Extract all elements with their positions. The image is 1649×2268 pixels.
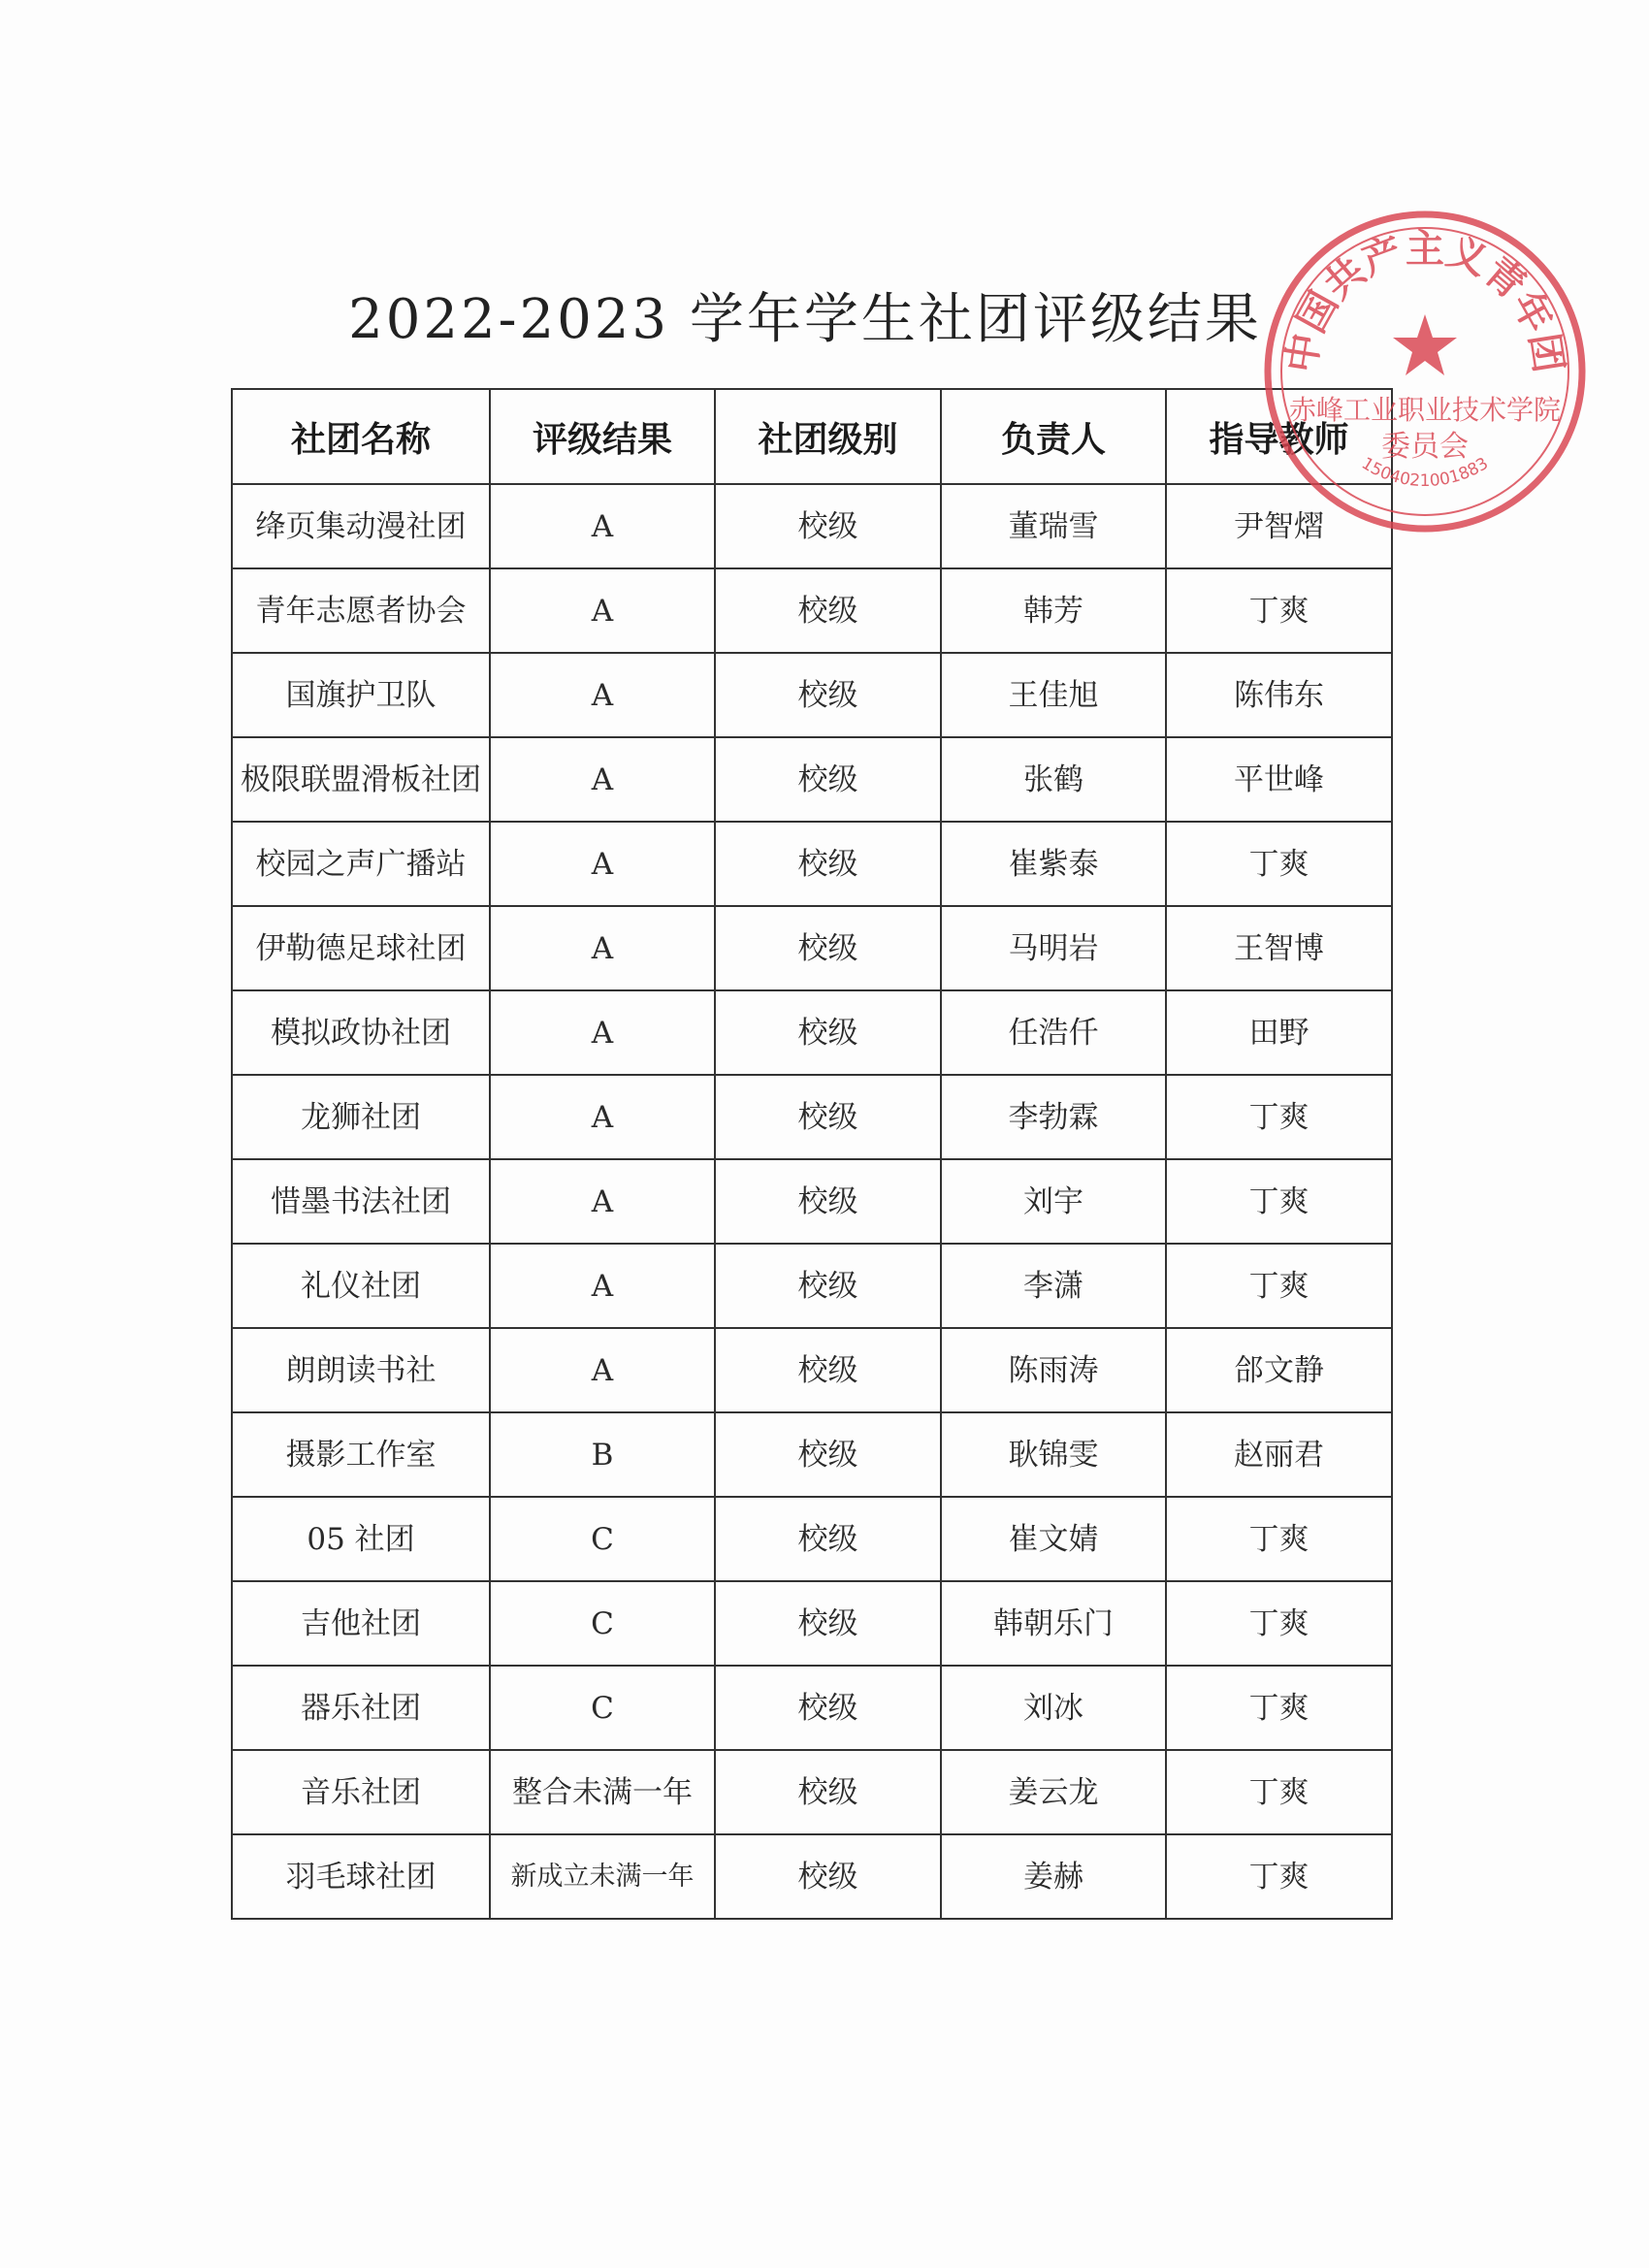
level-cell: 校级 [715, 568, 941, 653]
table-row [232, 1412, 1392, 1497]
leader-cell: 韩朝乐门 [941, 1581, 1166, 1666]
rating-cell: A [490, 990, 715, 1075]
advisor-cell: 丁爽 [1166, 1750, 1392, 1834]
rating-cell: A [490, 653, 715, 737]
advisor-cell: 丁爽 [1166, 1834, 1392, 1919]
level-cell: 校级 [715, 1159, 941, 1244]
rating-cell: A [490, 1244, 715, 1328]
table-row [232, 1834, 1392, 1919]
document-title: 2022-2023 学年学生社团评级结果 [348, 288, 1262, 351]
advisor-cell: 丁爽 [1166, 822, 1392, 906]
rating-cell: C [490, 1581, 715, 1666]
level-cell: 校级 [715, 1497, 941, 1581]
club-name-cell: 摄影工作室 [232, 1412, 490, 1497]
club-name-cell: 音乐社团 [232, 1750, 490, 1834]
leader-cell: 李勃霖 [941, 1075, 1166, 1159]
rating-cell: B [490, 1412, 715, 1497]
club-name-cell: 伊勒德足球社团 [232, 906, 490, 990]
advisor-cell: 丁爽 [1166, 1581, 1392, 1666]
leader-cell: 董瑞雪 [941, 484, 1166, 568]
header-rating: 评级结果 [490, 389, 715, 484]
level-cell: 校级 [715, 1075, 941, 1159]
advisor-cell: 尹智熠 [1166, 484, 1392, 568]
table-row [232, 484, 1392, 568]
advisor-cell: 丁爽 [1166, 1244, 1392, 1328]
rating-cell: A [490, 1159, 715, 1244]
rating-cell: A [490, 484, 715, 568]
table-row [232, 1497, 1392, 1581]
club-name-cell: 模拟政协社团 [232, 990, 490, 1075]
club-name-cell: 国旗护卫队 [232, 653, 490, 737]
leader-cell: 任浩仟 [941, 990, 1166, 1075]
level-cell: 校级 [715, 653, 941, 737]
table-row [232, 1244, 1392, 1328]
advisor-cell: 丁爽 [1166, 1075, 1392, 1159]
rating-cell: A [490, 737, 715, 822]
club-name-cell: 惜墨书法社团 [232, 1159, 490, 1244]
rating-cell: C [490, 1666, 715, 1750]
seal-school-text: 赤峰工业职业技术学院 [1288, 394, 1562, 426]
rating-cell: A [490, 822, 715, 906]
table-row [232, 1581, 1392, 1666]
club-name-cell: 吉他社团 [232, 1581, 490, 1666]
rating-cell: A [490, 906, 715, 990]
leader-cell: 姜云龙 [941, 1750, 1166, 1834]
level-cell: 校级 [715, 1834, 941, 1919]
leader-cell: 崔文婧 [941, 1497, 1166, 1581]
level-cell: 校级 [715, 1666, 941, 1750]
header-level: 社团级别 [715, 389, 941, 484]
level-cell: 校级 [715, 822, 941, 906]
advisor-cell: 丁爽 [1166, 1159, 1392, 1244]
rating-cell: C [490, 1497, 715, 1581]
leader-cell: 刘宇 [941, 1159, 1166, 1244]
leader-cell: 陈雨涛 [941, 1328, 1166, 1412]
seal-code-text: 1504021001883 [1357, 453, 1493, 491]
advisor-cell: 丁爽 [1166, 1666, 1392, 1750]
advisor-cell: 陈伟东 [1166, 653, 1392, 737]
club-name-cell: 绛页集动漫社团 [232, 484, 490, 568]
rating-cell: A [490, 1075, 715, 1159]
table-row [232, 1666, 1392, 1750]
advisor-cell: 平世峰 [1166, 737, 1392, 822]
club-name-cell: 羽毛球社团 [232, 1834, 490, 1919]
advisor-cell: 赵丽君 [1166, 1412, 1392, 1497]
leader-cell: 李潇 [941, 1244, 1166, 1328]
grading-table [231, 388, 1393, 1920]
table-row [232, 568, 1392, 653]
advisor-cell: 田野 [1166, 990, 1392, 1075]
level-cell: 校级 [715, 737, 941, 822]
level-cell: 校级 [715, 990, 941, 1075]
club-name-cell: 礼仪社团 [232, 1244, 490, 1328]
level-cell: 校级 [715, 1244, 941, 1328]
advisor-cell: 丁爽 [1166, 568, 1392, 653]
club-name-cell: 青年志愿者协会 [232, 568, 490, 653]
leader-cell: 刘冰 [941, 1666, 1166, 1750]
rating-cell: A [490, 568, 715, 653]
table-row [232, 1075, 1392, 1159]
level-cell: 校级 [715, 484, 941, 568]
table-row [232, 906, 1392, 990]
level-cell: 校级 [715, 1328, 941, 1412]
table-row [232, 822, 1392, 906]
leader-cell: 王佳旭 [941, 653, 1166, 737]
level-cell: 校级 [715, 1412, 941, 1497]
club-name-cell: 龙狮社团 [232, 1075, 490, 1159]
level-cell: 校级 [715, 906, 941, 990]
seal-arc-text: 中国共产主义青年团 [1278, 227, 1571, 376]
leader-cell: 张鹤 [941, 737, 1166, 822]
advisor-cell: 丁爽 [1166, 1497, 1392, 1581]
table-row [232, 1159, 1392, 1244]
table-row [232, 1750, 1392, 1834]
table-header-row [232, 389, 1392, 484]
rating-cell: 整合未满一年 [490, 1750, 715, 1834]
leader-cell: 姜赫 [941, 1834, 1166, 1919]
table-row [232, 737, 1392, 822]
leader-cell: 马明岩 [941, 906, 1166, 990]
table-row [232, 990, 1392, 1075]
club-name-cell: 校园之声广播站 [232, 822, 490, 906]
table-row [232, 1328, 1392, 1412]
leader-cell: 崔紫泰 [941, 822, 1166, 906]
header-club-name: 社团名称 [232, 389, 490, 484]
level-cell: 校级 [715, 1750, 941, 1834]
rating-cell: 新成立未满一年 [490, 1834, 715, 1919]
club-name-cell: 器乐社团 [232, 1666, 490, 1750]
leader-cell: 耿锦雯 [941, 1412, 1166, 1497]
club-name-cell: 05 社团 [232, 1497, 490, 1581]
rating-cell: A [490, 1328, 715, 1412]
header-advisor: 指导教师 [1166, 389, 1392, 484]
table-row [232, 653, 1392, 737]
club-name-cell: 极限联盟滑板社团 [232, 737, 490, 822]
level-cell: 校级 [715, 1581, 941, 1666]
star-icon [1393, 314, 1457, 375]
advisor-cell: 王智博 [1166, 906, 1392, 990]
club-name-cell: 朗朗读书社 [232, 1328, 490, 1412]
leader-cell: 韩芳 [941, 568, 1166, 653]
seal-committee-text: 委员会 [1381, 430, 1469, 464]
header-leader: 负责人 [941, 389, 1166, 484]
advisor-cell: 郃文静 [1166, 1328, 1392, 1412]
